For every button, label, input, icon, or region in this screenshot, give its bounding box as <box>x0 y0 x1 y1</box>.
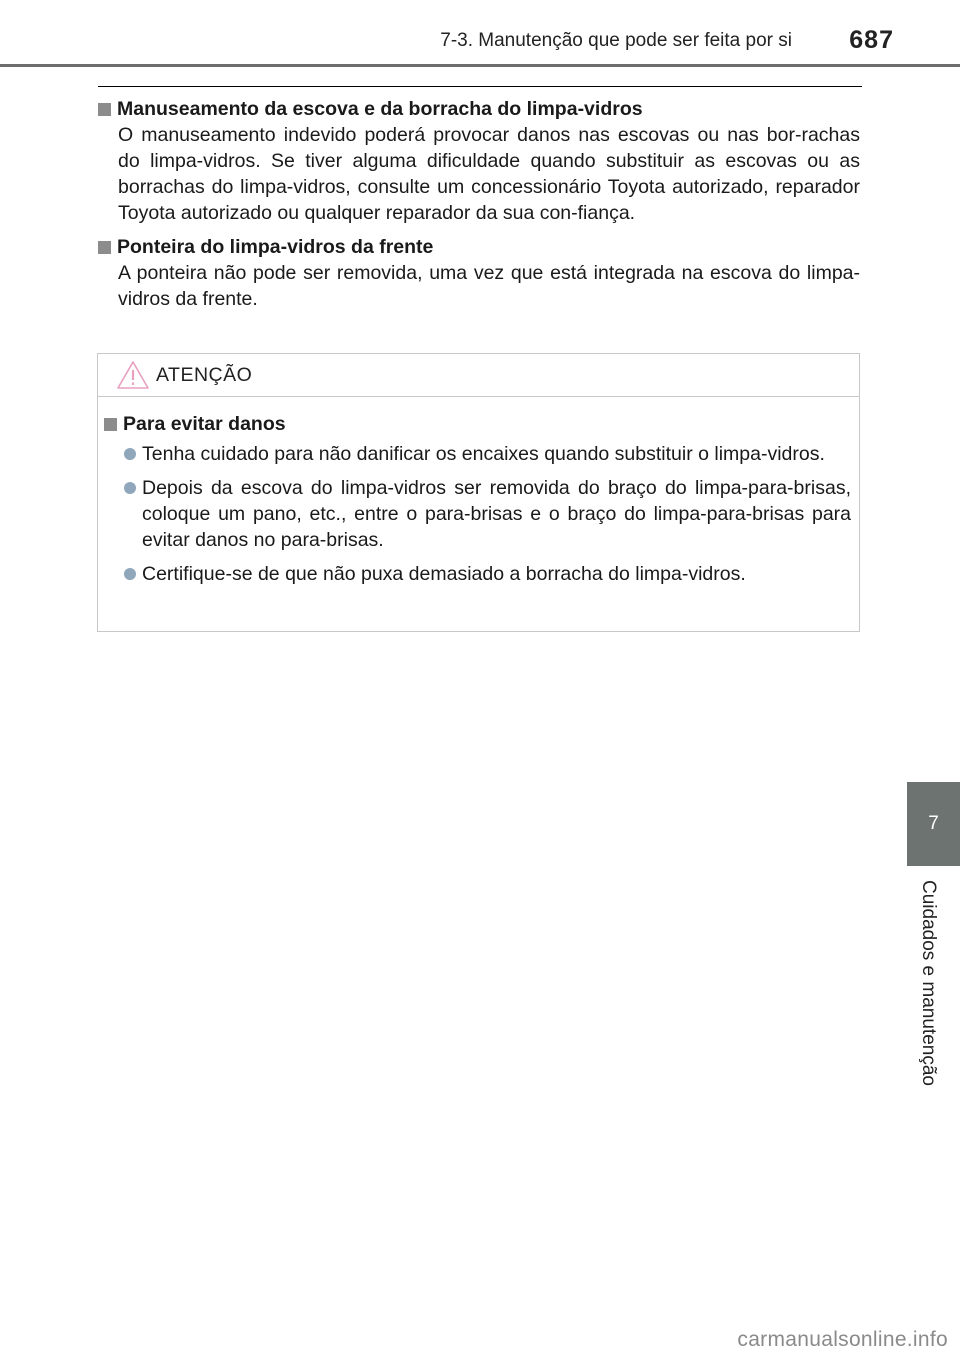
circle-bullet-icon <box>124 482 136 494</box>
chapter-label: Cuidados e manutenção <box>918 880 939 1086</box>
list-item <box>124 475 851 553</box>
warning-box <box>97 353 860 632</box>
circle-bullet-icon <box>124 448 136 460</box>
warning-body <box>98 397 859 587</box>
list-item-text: Depois da escova do limpa-vidros ser removida do braço do limpa-para-brisas, coloque um pano, etc., entre o para-brisas e o braço do limpa-para-brisas para evitar danos no para-brisas. <box>142 477 851 551</box>
list-item <box>124 441 851 467</box>
section-body: A ponteira não pode ser removida, uma vez que está integrada na escova do limpa-vidros da frente. <box>118 262 860 310</box>
square-bullet-icon <box>98 241 111 254</box>
list-item-text: Tenha cuidado para não danificar os encaixes quando substituir o limpa-vidros. <box>142 443 825 465</box>
page-number: 687 <box>849 26 894 54</box>
section-heading-text: Ponteira do limpa-vidros da frente <box>117 236 434 258</box>
warning-list <box>124 441 851 587</box>
square-bullet-icon <box>98 103 111 116</box>
square-bullet-icon <box>104 418 117 431</box>
list-item <box>124 561 851 587</box>
warning-header <box>98 354 859 397</box>
section-wiper-handling <box>98 96 860 226</box>
section-body: O manuseamento indevido poderá provocar danos nas escovas ou nas bor-rachas do limpa-vidros. Se tiver alguma dificuldade quando substituir as escovas ou as borrachas do limpa-vidros, consulte um concessionário Toyota autorizado, reparador Toyota autorizado ou qualquer reparador da sua con-fiança. <box>118 124 860 224</box>
warning-title: ATENÇÃO <box>156 363 253 386</box>
header-divider <box>0 64 960 67</box>
section-heading-text: Manuseamento da escova e da borracha do limpa-vidros <box>117 98 643 120</box>
list-item-text: Certifique-se de que não puxa demasiado a borracha do limpa-vidros. <box>142 563 746 585</box>
warning-subheading-text: Para evitar danos <box>123 413 286 435</box>
watermark: carmanualsonline.info <box>737 1328 948 1351</box>
section-heading <box>98 96 860 122</box>
main-content <box>98 96 860 320</box>
warning-subheading <box>104 411 851 437</box>
section-front-wiper-tip <box>98 234 860 312</box>
chapter-tab <box>907 782 960 866</box>
content-divider <box>98 86 862 87</box>
warning-triangle-icon <box>116 360 150 390</box>
chapter-tab-number: 7 <box>928 813 939 834</box>
section-heading <box>98 234 860 260</box>
circle-bullet-icon <box>124 568 136 580</box>
header-section-title: 7-3. Manutenção que pode ser feita por si <box>440 30 792 51</box>
